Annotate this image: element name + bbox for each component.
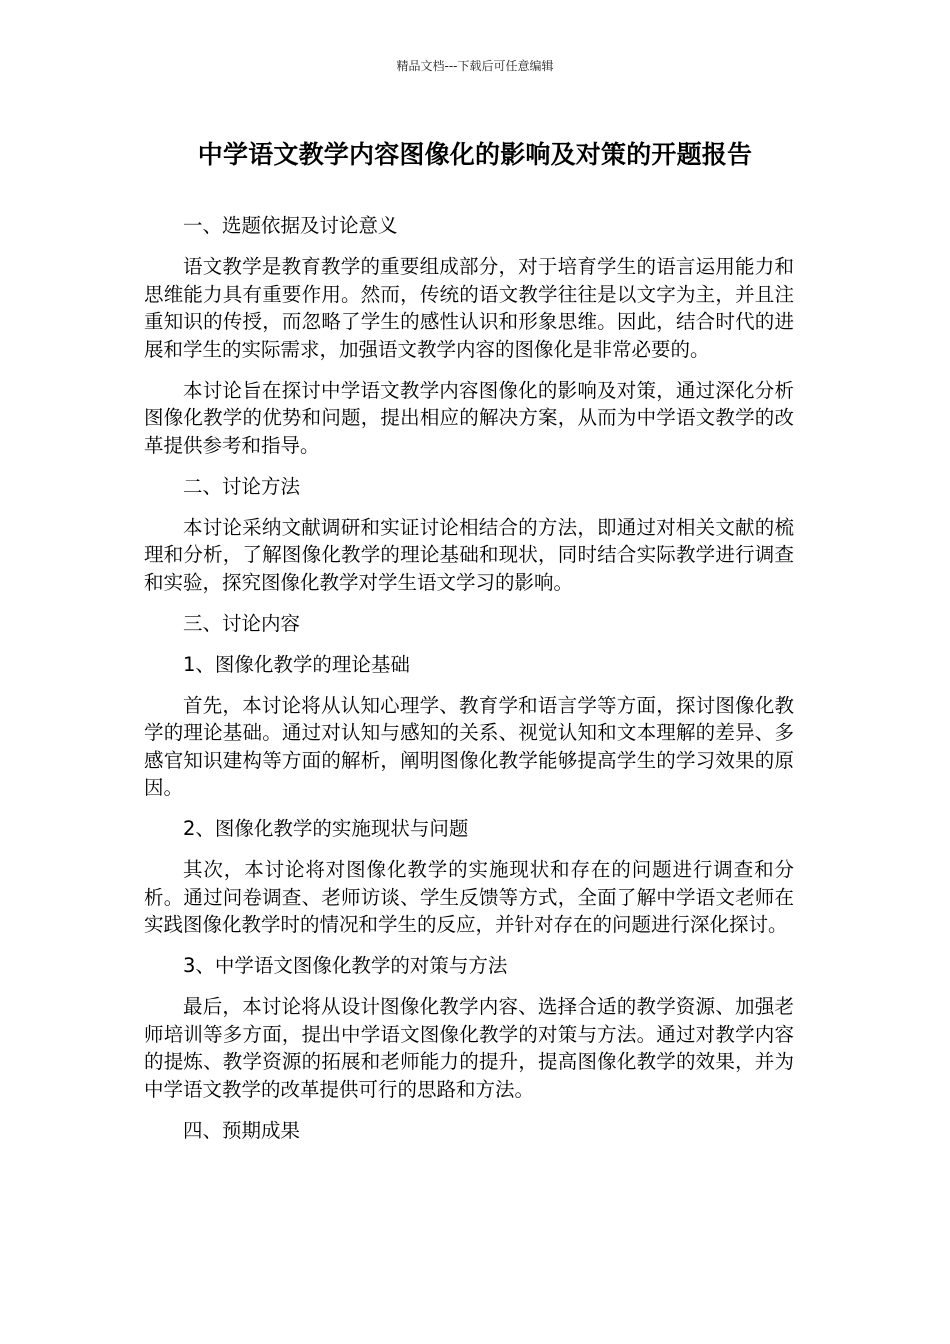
section-heading-3: 三、讨论内容 <box>183 611 301 635</box>
subsection-heading-2: 2、图像化教学的实施现状与问题 <box>183 817 469 840</box>
paragraph: 本讨论旨在探讨中学语文教学内容图像化的影响及对策，通过深化分析图像化教学的优势和问题，提出相应的解决方案，从而为中学语文教学的改革提供参考和指导。 <box>144 378 794 457</box>
subsection-heading-3: 3、中学语文图像化教学的对策与方法 <box>183 954 508 977</box>
document-title: 中学语文教学内容图像化的影响及对策的开题报告 <box>197 140 753 169</box>
section-heading-4: 四、预期成果 <box>183 1118 301 1142</box>
paragraph: 首先，本讨论将从认知心理学、教育学和语言学等方面，探讨图像化教学的理论基础。通过对认知与感知的关系、视觉认知和文本理解的差异、多感官知识建构等方面的解析，阐明图像化教学能够提高学生的学习效果的原因。 <box>144 693 794 799</box>
paragraph: 本讨论采纳文献调研和实证讨论相结合的方法，即通过对相关文献的梳理和分析，了解图像化教学的理论基础和现状，同时结合实际教学进行调查和实验，探究图像化教学对学生语文学习的影响。 <box>144 515 794 594</box>
document-body <box>144 212 794 1158</box>
section-heading-2: 二、讨论方法 <box>183 474 301 498</box>
paragraph: 语文教学是教育教学的重要组成部分，对于培育学生的语言运用能力和思维能力具有重要作用。然而，传统的语文教学往往是以文字为主，并且注重知识的传授，而忽略了学生的感性认识和形象思维。因此，结合时代的进展和学生的实际需求，加强语文教学内容的图像化是非常必要的。 <box>144 255 794 361</box>
page-header: 精品文档---下载后可任意编辑 <box>396 59 554 73</box>
paragraph: 其次，本讨论将对图像化教学的实施现状和存在的问题进行调查和分析。通过问卷调查、老师访谈、学生反馈等方式，全面了解中学语文老师在实践图像化教学时的情况和学生的反应，并针对存在的问题进行深化探讨。 <box>144 858 794 936</box>
section-heading-1: 一、选题依据及讨论意义 <box>183 214 398 237</box>
subsection-heading-1: 1、图像化教学的理论基础 <box>183 652 410 676</box>
paragraph: 最后，本讨论将从设计图像化教学内容、选择合适的教学资源、加强老师培训等多方面，提出中学语文图像化教学的对策与方法。通过对教学内容的提炼、教学资源的拓展和老师能力的提升，提高图像化教学的效果，并为中学语文教学的改革提供可行的思路和方法。 <box>144 995 794 1101</box>
